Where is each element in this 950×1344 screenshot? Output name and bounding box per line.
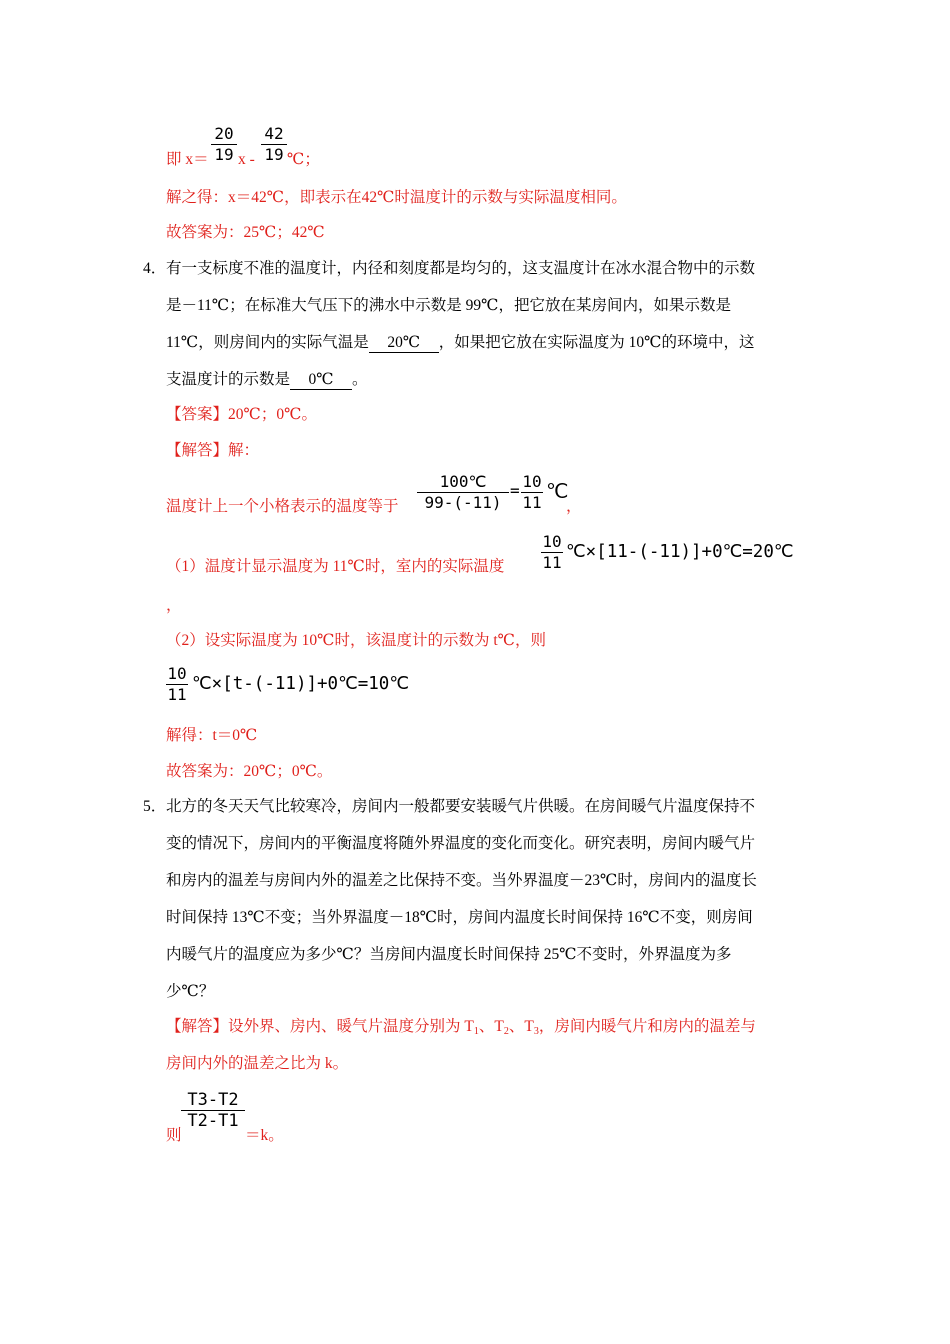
q4-answer: 20℃；0℃。 [228, 406, 317, 423]
q5-number: 5． [143, 798, 167, 815]
q5-separator: 、T [508, 1018, 534, 1035]
q3-fraction-2-denominator: 19 [264, 145, 284, 164]
q4-stem-3b: ，如果把它放在实际温度为 10℃的环境中，这 [438, 334, 755, 351]
q4-blank-2: 0℃ [290, 371, 352, 390]
q4-blank-1: 20℃ [369, 334, 439, 353]
q4-step1-end: ， [566, 498, 582, 515]
q5-analysis-1a: 设外界、房内、暖气片温度分别为 T [228, 1018, 474, 1035]
q4-stem-line-4 [166, 370, 368, 390]
subscript: 2 [503, 1026, 509, 1037]
q4-step3-fraction [166, 664, 188, 705]
q4-step3-text: （2）设实际温度为 10℃时，该温度计的示数为 t℃，则 [166, 632, 546, 649]
q5-last-suffix: ＝k。 [245, 1127, 284, 1144]
q4-analysis-tag: 【解答】 [166, 442, 229, 459]
q4-stem-line-3 [166, 333, 754, 353]
q4-step3-expression: ℃×[t-(-11)]+0℃=10℃ [192, 674, 409, 694]
q4-step1-fraction-b [521, 472, 543, 513]
q5-ratio-denominator: T2-T1 [187, 1111, 239, 1131]
q3-equation-prefix: 即 x＝ [166, 151, 209, 168]
q4-stem-line-1: 有一支标度不准的温度计，内径和刻度都是均匀的，这支温度计在冰水混合物中的示数 [166, 260, 756, 277]
q4-step2-text: （1）温度计显示温度为 11℃时，室内的实际温度 [166, 558, 505, 575]
q4-step1-fraction-b-numerator: 10 [522, 472, 542, 491]
q5-stem-line-4: 时间保持 13℃不变；当外界温度－18℃时，房间内温度长时间保持 16℃不变，则房间 [166, 909, 753, 926]
q4-step1-fraction-a-numerator: 100℃ [439, 472, 487, 491]
q4-analysis-line [166, 441, 259, 461]
q4-final-answer: 故答案为：20℃；0℃。 [166, 763, 333, 780]
q3-solution-line: 解之得：x＝42℃，即表示在42℃时温度计的示数与实际温度相同。 [166, 189, 627, 206]
q5-analysis-tag: 【解答】 [166, 1018, 229, 1035]
q4-solve-line: 解得：t＝0℃ [166, 727, 258, 744]
q4-analysis-start: 解： [228, 442, 260, 459]
q4-stem-4a: 支温度计的示数是 [166, 371, 291, 388]
q3-fraction-2-numerator: 42 [264, 124, 284, 143]
q5-stem-line-3: 和房内的温差与房间内外的温差之比保持不变。当外界温度－23℃时，房间内的温度长 [166, 872, 757, 889]
q4-step1-text: 温度计上一个小格表示的温度等于 [166, 498, 399, 515]
q4-step1-fraction-a [417, 472, 509, 513]
q4-stem-3a: 11℃，则房间内的实际气温是 [166, 334, 369, 351]
q4-step3-fraction-denominator: 11 [167, 685, 187, 704]
q4-number: 4． [143, 260, 167, 277]
q4-step1-fraction-b-denominator: 11 [522, 493, 542, 512]
q3-final-answer: 故答案为：25℃；42℃ [166, 224, 325, 241]
q4-step3-fraction-numerator: 10 [167, 664, 187, 683]
q5-analysis-1b: ，房间内暖气片和房内的温差与 [538, 1018, 756, 1035]
q4-step1-equals: = [510, 481, 520, 500]
subscript: 3 [533, 1026, 539, 1037]
q4-answer-tag: 【答案】 [166, 406, 229, 423]
q5-separator: 、T [478, 1018, 504, 1035]
q5-stem-line-1: 北方的冬天天气比较寒冷，房间内一般都要安装暖气片供暖。在房间暖气片温度保持不 [166, 798, 756, 815]
q4-stem-4b: 。 [352, 371, 368, 388]
q3-equation-suffix: ℃； [287, 151, 320, 168]
q5-stem-line-5: 内暖气片的温度应为多少℃？当房间内温度长时间保持 25℃不变时，外界温度为多 [166, 946, 732, 963]
q3-equation-mid: x - [238, 151, 255, 168]
q4-step2-fraction-denominator: 11 [542, 553, 562, 572]
q4-step2-expression: ℃×[11-(-11)]+0℃=20℃ [566, 542, 794, 562]
q5-stem-line-6: 少℃？ [166, 983, 215, 1000]
q4-step1-fraction-a-denominator: 99-(-11) [424, 493, 502, 512]
q5-ratio-numerator: T3-T2 [187, 1090, 239, 1110]
q3-fraction-1 [211, 124, 237, 165]
q4-step2-fraction [541, 532, 563, 573]
q4-step2-fraction-numerator: 10 [542, 532, 562, 551]
q5-analysis-line-2: 房间内外的温差之比为 k。 [166, 1055, 349, 1072]
q4-answer-line [166, 405, 317, 425]
q3-fraction-2 [261, 124, 287, 165]
q3-fraction-1-denominator: 19 [214, 145, 234, 164]
q3-fraction-1-numerator: 20 [214, 124, 234, 143]
q5-ratio-fraction [181, 1090, 245, 1131]
q5-analysis-line-1 [166, 1017, 756, 1042]
q4-step1-unit: ℃ [546, 479, 569, 503]
q4-step2-end: ， [166, 597, 182, 614]
q5-last-prefix: 则 [166, 1127, 182, 1144]
subscript: 1 [473, 1026, 479, 1037]
q4-stem-line-2: 是－11℃；在标准大气压下的沸水中示数是 99℃，把它放在某房间内，如果示数是 [166, 297, 731, 314]
q5-stem-line-2: 变的情况下，房间内的平衡温度将随外界温度的变化而变化。研究表明，房间内暖气片 [166, 835, 756, 852]
